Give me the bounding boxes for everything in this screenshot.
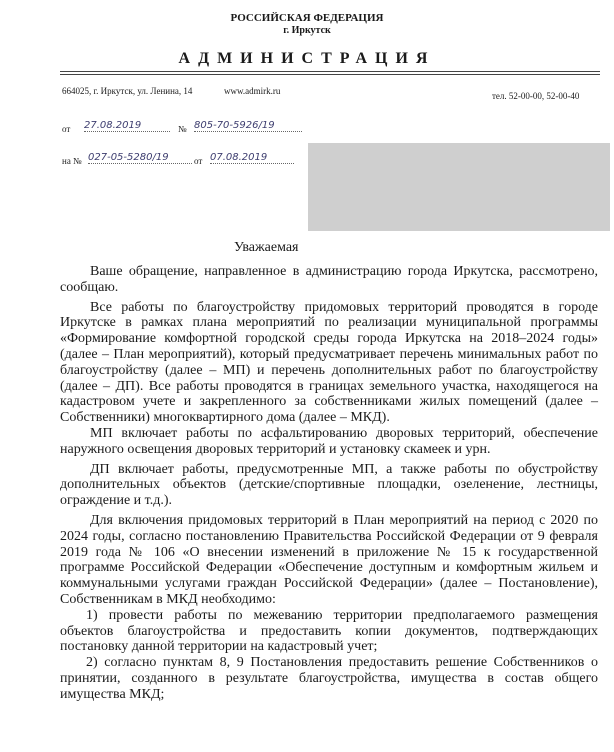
- organization-address: 664025, г. Иркутск, ул. Ленина, 14: [62, 86, 193, 96]
- paragraph-requirements: Для включения придомовых территорий в План мероприятий на период с 2020 по 2024 годы, согласно постановлению Правительства Российской Федерации от 9 февраля 2019 года № 106 «О внесении изменений в приложение № 15 к государственной программе Российской Федерации «Обеспечение доступным и комфортным жильем и коммунальными услугами граждан Российской Федерации» (далее – Постановление), Собственникам в МКД необходимо:: [60, 512, 598, 607]
- header-divider: [60, 71, 600, 72]
- letter-date: 27.08.2019: [84, 120, 170, 132]
- header-divider-thin: [60, 74, 600, 75]
- reference-number: 027-05-5280/19: [88, 152, 192, 164]
- paragraph-minimal-works: МП включает работы по асфальтированию дворовых территорий, обеспечение наружного освещения дворовых территорий и установку скамеек и урн.: [60, 425, 598, 457]
- from-label: от: [62, 124, 71, 134]
- requirement-item-1: 1) провести работы по межеванию территории предполагаемого размещения объектов благоустройства и предоставить копии документов, подтверждающих постановку данной территории на кадастровый учет;: [60, 607, 598, 655]
- number-label: №: [178, 124, 187, 134]
- reference-number-label: на №: [62, 156, 82, 166]
- organization-phone: тел. 52-00-00, 52-00-40: [492, 91, 580, 101]
- letter-number: 805-70-5926/19: [194, 120, 302, 132]
- organization-website: www.admirk.ru: [224, 86, 281, 96]
- reference-date: 07.08.2019: [210, 152, 294, 164]
- redacted-recipient-block: [308, 143, 610, 231]
- organization-title: АДМИНИСТРАЦИЯ: [178, 50, 436, 67]
- reference-from-label: от: [194, 156, 203, 166]
- paragraph-additional-works: ДП включает работы, предусмотренные МП, а также работы по обустройству дополнительных объектов (детские/спортивные площадки, озеленение, лестницы, ограждение и т.д.).: [60, 461, 598, 509]
- requirement-item-2: 2) согласно пунктам 8, 9 Постановления предоставить решение Собственников о принятии, созданного в результате благоустройства, имущества в состав общего имущества МКД;: [60, 655, 598, 702]
- greeting: Уважаемая: [234, 240, 299, 255]
- paragraph-response: Ваше обращение, направленное в администрацию города Иркутска, рассмотрено, сообщаю.: [60, 264, 598, 295]
- country-header: РОССИЙСКАЯ ФЕДЕРАЦИЯ: [230, 12, 384, 24]
- paragraph-program: Все работы по благоустройству придомовых территорий проводятся в городе Иркутске в рамках плана мероприятий по реализации муниципальной программы «Формирование комфортной городской среды города Иркутска на 2018–2024 годы» (далее – План мероприятий), который предусматривает перечень минимальных работ по благоустройству (далее – МП) и перечень дополнительных работ по благоустройству (далее – ДП). Все работы проводятся в границах земельного участка, находящегося на кадастровом учете и закрепленного за собственниками жилых помещений (далее – Собственники) многоквартирного дома (далее – МКД).: [60, 299, 598, 426]
- letter-body: [60, 264, 598, 703]
- city-header: г. Иркутск: [283, 25, 331, 36]
